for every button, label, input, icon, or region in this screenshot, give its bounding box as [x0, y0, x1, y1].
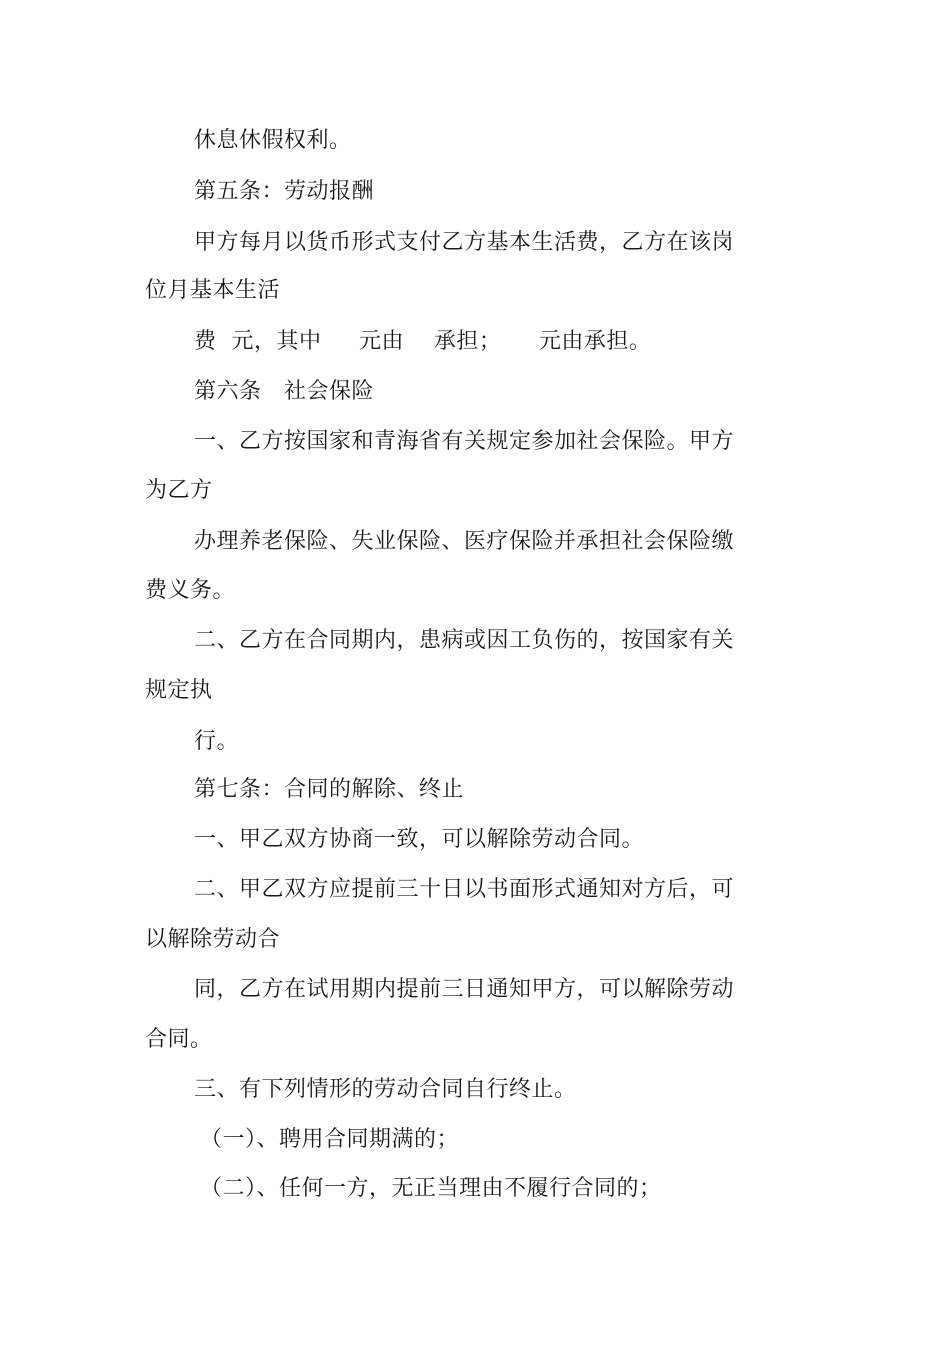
- text-line: 费 元，其中 元由 承担； 元由承担。: [194, 329, 652, 354]
- text-line: 休息休假权利。: [194, 128, 352, 153]
- text-line: 二、甲乙双方应提前三十日以书面形式通知对方后，可: [194, 877, 735, 902]
- text-line: 以解除劳动合: [145, 927, 281, 952]
- text-line: 位月基本生活: [145, 278, 281, 303]
- text-line: 行。: [194, 729, 240, 754]
- text-line: 一、乙方按国家和青海省有关规定参加社会保险。甲方: [194, 429, 735, 454]
- list-item: （二）、任何一方，无正当理由不履行合同的；: [200, 1176, 662, 1201]
- text-line: 一、甲乙双方协商一致，可以解除劳动合同。: [194, 827, 645, 852]
- text-line: 同，乙方在试用期内提前三日通知甲方，可以解除劳动: [194, 977, 735, 1002]
- section-heading: 第五条：劳动报酬: [194, 179, 375, 204]
- text-line: 合同。: [145, 1027, 213, 1052]
- text-line: 办理养老保险、失业保险、医疗保险并承担社会保险缴: [194, 529, 735, 554]
- text-line: 三、有下列情形的劳动合同自行终止。: [194, 1077, 577, 1102]
- text-line: 费义务。: [145, 578, 236, 603]
- list-item: （一）、聘用合同期满的；: [200, 1127, 460, 1152]
- section-heading: 第六条 社会保险: [194, 379, 374, 404]
- text-line: 二、乙方在合同期内，患病或因工负伤的，按国家有关: [194, 628, 735, 653]
- section-heading: 第七条：合同的解除、终止: [194, 777, 465, 802]
- text-line: 为乙方: [145, 478, 213, 503]
- text-line: 甲方每月以货币形式支付乙方基本生活费，乙方在该岗: [194, 230, 735, 255]
- text-line: 规定执: [145, 678, 213, 703]
